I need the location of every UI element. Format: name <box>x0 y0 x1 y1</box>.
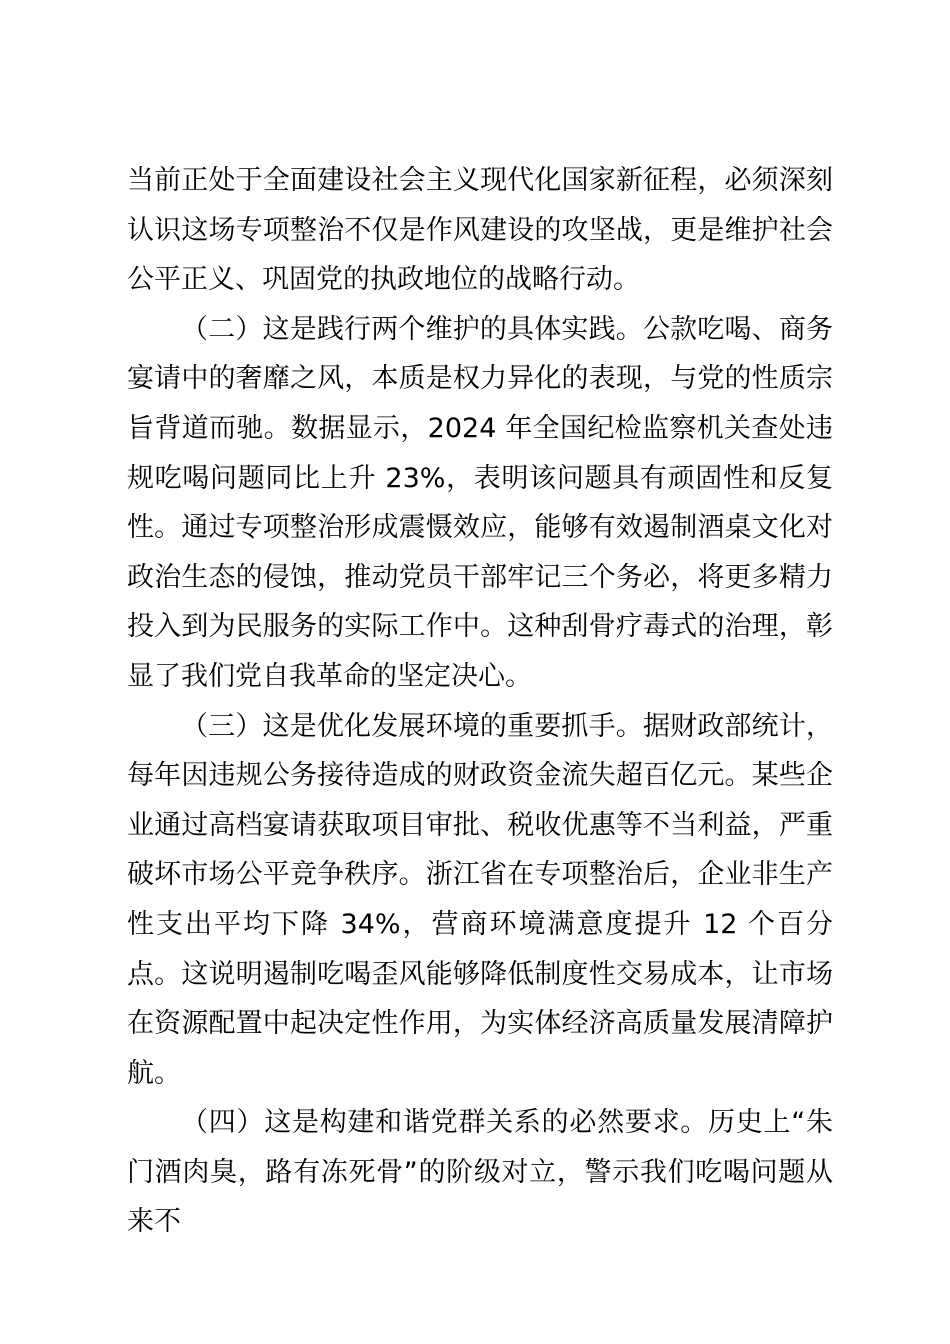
document-body <box>127 156 833 1247</box>
paragraph-3: （三）这是优化发展环境的重要抓手。据财政部统计，每年因违规公务接待造成的财政资金流失超百亿元。某些企业通过高档宴请获取项目审批、税收优惠等不当利益，严重破坏市场公平竞争秩序。浙江省在专项整治后，企业非生产性支出平均下降 34%，营商环境满意度提升 12 个百分点。这说明遏制吃喝歪风能够降低制度性交易成本，让市场在资源配置中起决定性作用，为实体经济高质量发展清障护航。 <box>127 710 833 1089</box>
paragraph-4: （四）这是构建和谐党群关系的必然要求。历史上“朱门酒肉臭，路有冻死骨”的阶级对立，警示我们吃喝问题从来不 <box>127 1107 833 1238</box>
paragraph-2: （二）这是践行两个维护的具体实践。公款吃喝、商务宴请中的奢靡之风，本质是权力异化的表现，与党的性质宗旨背道而驰。数据显示，2024 年全国纪检监察机关查处违规吃喝问题同比上升 23%，表明该问题具有顽固性和反复性。通过专项整治形成震慑效应，能够有效遏制酒桌文化对政治生态的侵蚀，推动党员干部牢记三个务必，将更多精力投入到为民服务的实际工作中。这种刮骨疗毒式的治理，彰显了我们党自我革命的坚定决心。 <box>127 313 833 692</box>
paragraph-1: 当前正处于全面建设社会主义现代化国家新征程，必须深刻认识这场专项整治不仅是作风建设的攻坚战，更是维护社会公平正义、巩固党的执政地位的战略行动。 <box>127 165 833 296</box>
